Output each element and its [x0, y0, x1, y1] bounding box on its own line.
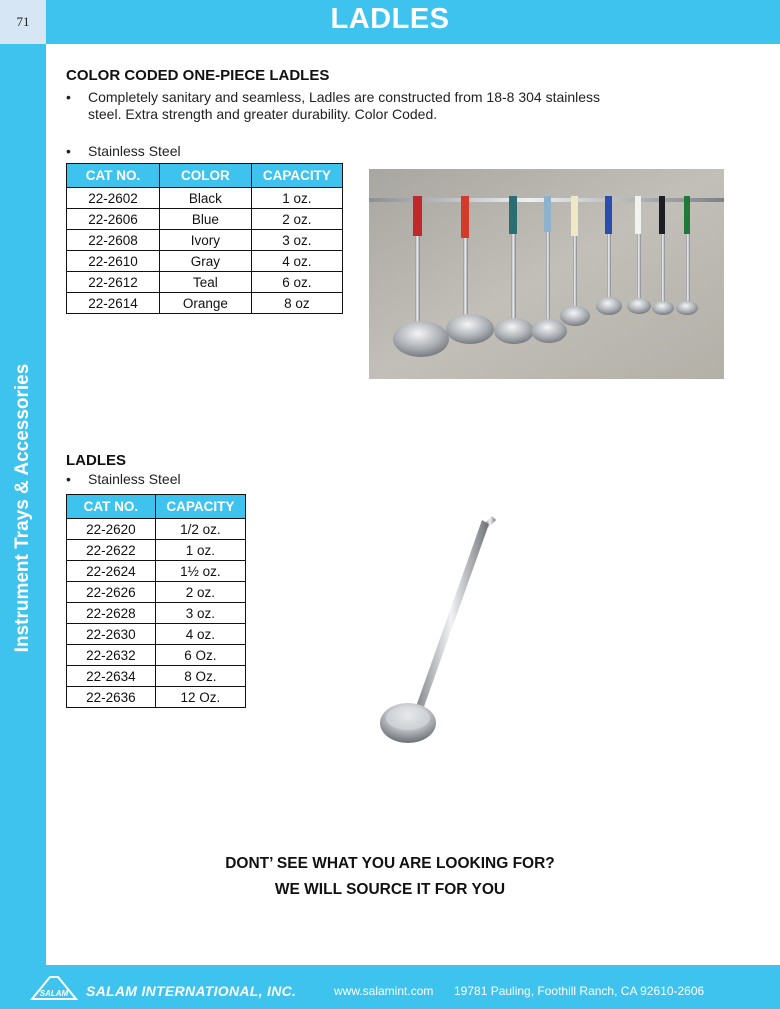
color-cell: Black [160, 188, 252, 209]
color-coded-ladles-photo [369, 169, 724, 379]
section2-material-label: Stainless Steel [88, 471, 181, 487]
cat-no-cell: 22-2612 [67, 272, 160, 293]
color-cell: Gray [160, 251, 252, 272]
capacity-cell: 1/2 oz. [155, 519, 245, 540]
table-row [67, 188, 343, 209]
capacity-cell: 4 oz. [251, 251, 342, 272]
column-header-capacity: CAPACITY [155, 495, 245, 519]
website-link[interactable]: www.salamint.com [334, 984, 434, 998]
table-row [67, 603, 246, 624]
logo-text: SALAM [39, 989, 69, 998]
table-row [67, 251, 343, 272]
section1-description-line2: steel. Extra strength and greater durability. Color Coded. [88, 106, 438, 122]
capacity-cell: 8 oz [251, 293, 342, 314]
color-coded-ladles-table [66, 163, 343, 314]
company-name: SALAM INTERNATIONAL, INC. [86, 983, 297, 999]
table-row [67, 519, 246, 540]
section2-material [66, 471, 181, 487]
sidebar-category-label: Instrument Trays & Accessories [12, 363, 33, 653]
cat-no-cell: 22-2636 [67, 687, 156, 708]
page-title: LADLES [330, 3, 450, 35]
column-header-cat-no: CAT NO. [67, 495, 156, 519]
cat-no-cell: 22-2628 [67, 603, 156, 624]
stainless-ladle-photo [376, 510, 501, 750]
company-address: 19781 Pauling, Foothill Ranch, CA 92610-2606 [454, 984, 705, 998]
bullet-icon: • [66, 89, 71, 105]
table-row [67, 272, 343, 293]
capacity-cell: 12 Oz. [155, 687, 245, 708]
capacity-cell: 2 oz. [155, 582, 245, 603]
bullet-icon: • [66, 471, 71, 487]
cat-no-cell: 22-2608 [67, 230, 160, 251]
cat-no-cell: 22-2622 [67, 540, 156, 561]
column-header-color: COLOR [160, 164, 252, 188]
table-row [67, 540, 246, 561]
capacity-cell: 1 oz. [251, 188, 342, 209]
cat-no-cell: 22-2602 [67, 188, 160, 209]
table-row [67, 293, 343, 314]
salam-logo-icon [28, 975, 80, 1001]
cat-no-cell: 22-2624 [67, 561, 156, 582]
ladles-table [66, 494, 246, 708]
cat-no-cell: 22-2614 [67, 293, 160, 314]
capacity-cell: 1 oz. [155, 540, 245, 561]
color-cell: Blue [160, 209, 252, 230]
table-row [67, 209, 343, 230]
section1-description-line1: Completely sanitary and seamless, Ladles are constructed from 18-8 304 stainless [88, 89, 601, 105]
table-row [67, 561, 246, 582]
section1-material [66, 143, 181, 159]
column-header-cat-no: CAT NO. [67, 164, 160, 188]
table-row [67, 666, 246, 687]
table-row [67, 582, 246, 603]
section1-description [66, 89, 600, 105]
table-row [67, 687, 246, 708]
color-cell: Teal [160, 272, 252, 293]
cat-no-cell: 22-2632 [67, 645, 156, 666]
capacity-cell: 2 oz. [251, 209, 342, 230]
cat-no-cell: 22-2626 [67, 582, 156, 603]
table-header-row [67, 164, 343, 188]
capacity-cell: 4 oz. [155, 624, 245, 645]
capacity-cell: 1½ oz. [155, 561, 245, 582]
bullet-icon: • [66, 143, 71, 159]
capacity-cell: 3 oz. [155, 603, 245, 624]
cat-no-cell: 22-2630 [67, 624, 156, 645]
capacity-cell: 6 Oz. [155, 645, 245, 666]
page-number: 71 [16, 14, 30, 29]
cta-line2: WE WILL SOURCE IT FOR YOU [274, 881, 506, 898]
table-row [67, 230, 343, 251]
color-cell: Orange [160, 293, 252, 314]
section2-title: LADLES [66, 452, 126, 469]
cta-line1: DONT’ SEE WHAT YOU ARE LOOKING FOR? [225, 855, 555, 872]
cat-no-cell: 22-2610 [67, 251, 160, 272]
capacity-cell: 3 oz. [251, 230, 342, 251]
cat-no-cell: 22-2606 [67, 209, 160, 230]
section1-material-label: Stainless Steel [88, 143, 181, 159]
table-header-row [67, 495, 246, 519]
color-cell: Ivory [160, 230, 252, 251]
table-row [67, 645, 246, 666]
capacity-cell: 8 Oz. [155, 666, 245, 687]
capacity-cell: 6 oz. [251, 272, 342, 293]
cat-no-cell: 22-2620 [67, 519, 156, 540]
section1-title: COLOR CODED ONE-PIECE LADLES [66, 67, 330, 84]
cat-no-cell: 22-2634 [67, 666, 156, 687]
column-header-capacity: CAPACITY [251, 164, 342, 188]
table-row [67, 624, 246, 645]
